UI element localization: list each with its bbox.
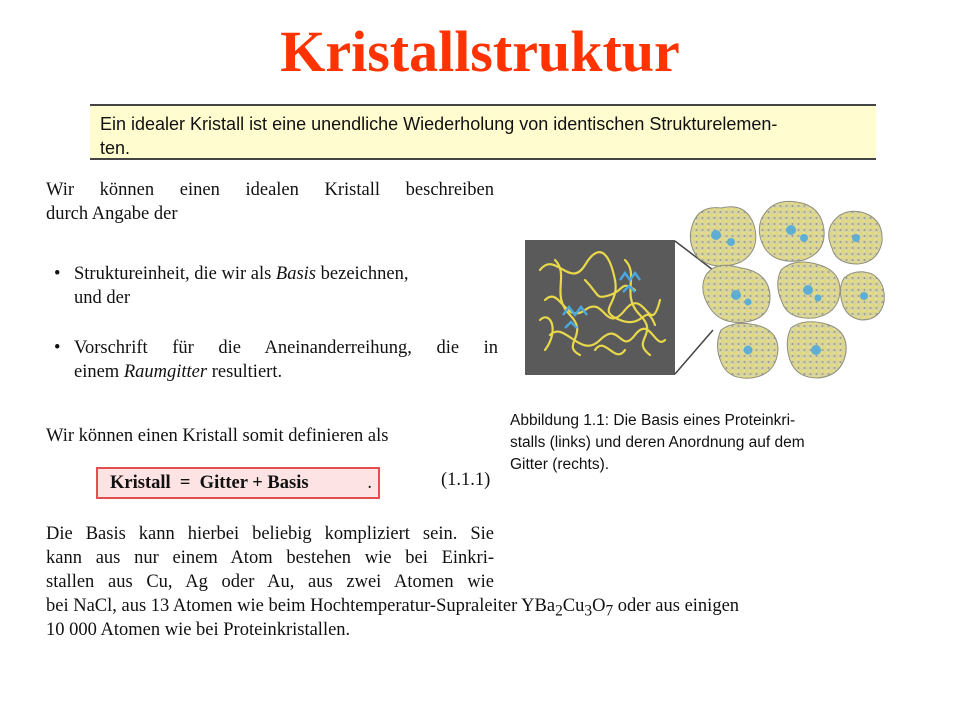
bullet-dot: • (54, 338, 61, 358)
bullet-basis (54, 262, 498, 310)
bullet-dot: • (54, 264, 61, 284)
protein-basis-image (525, 240, 675, 375)
caption-line-2: stalls (links) und deren Anordnung auf dem (510, 434, 805, 451)
bullet2-text: einem (74, 362, 124, 382)
subscript: 7 (605, 602, 614, 620)
formula-element: O (592, 596, 606, 616)
page-title: Kristallstruktur (280, 19, 680, 84)
paragraph-line-3: stallen aus Cu, Ag oder Au, aus zwei Atomen wie (46, 572, 494, 592)
bullet2-text-end: resultiert. (207, 362, 283, 382)
bullet1-line-2: und der (74, 288, 130, 308)
definition-box (90, 104, 876, 160)
definition-line-1: Ein idealer Kristall ist eine unendliche Wiederholung von identischen Strukturelemen- (100, 114, 778, 134)
formula-element: Cu (562, 596, 585, 616)
equation-period: . (367, 473, 372, 493)
define-line: Wir können einen Kristall somit definieren als (46, 426, 389, 446)
protein-lattice-image (686, 190, 886, 385)
paragraph-line-1: Die Basis kann hierbei beliebig kompliziert sein. Sie (46, 524, 494, 544)
definition-line-2: ten. (100, 138, 131, 158)
paragraph-line-5: 10 000 Atomen wie bei Proteinkristallen. (46, 620, 351, 640)
paragraph-line-4-end: oder aus einigen (613, 596, 740, 616)
bullet1-text: Struktureinheit, die wir als (74, 264, 276, 284)
bullet2-line-1: Vorschrift für die Aneinanderreihung, die in (74, 338, 498, 358)
figure-caption (510, 410, 878, 476)
equation-box (96, 467, 380, 499)
equation-number: (1.1.1) (441, 470, 491, 490)
equation-text: Kristall = Gitter + Basis (110, 473, 309, 493)
bullet1-text-end: bezeichnen, (316, 264, 409, 284)
intro-line-1: Wir können einen idealen Kristall beschreiben (46, 180, 494, 200)
subscript: 3 (584, 602, 593, 620)
caption-line-3: Gitter (rechts). (510, 456, 610, 473)
paragraph-line-2: kann aus nur einem Atom bestehen wie bei Einkri- (46, 548, 494, 568)
subscript: 2 (555, 602, 563, 620)
intro-line-2: durch Angabe der (46, 204, 178, 224)
bullet2-emphasis: Raumgitter (123, 362, 208, 382)
bullet-raumgitter (54, 336, 498, 384)
paragraph-line-4-text: bei NaCl, aus 13 Atomen wie beim Hochtemperatur-Supraleiter YBa (46, 596, 556, 616)
bullet1-emphasis: Basis (275, 264, 317, 284)
caption-line-1: Abbildung 1.1: Die Basis eines Proteinkri- (510, 412, 796, 429)
